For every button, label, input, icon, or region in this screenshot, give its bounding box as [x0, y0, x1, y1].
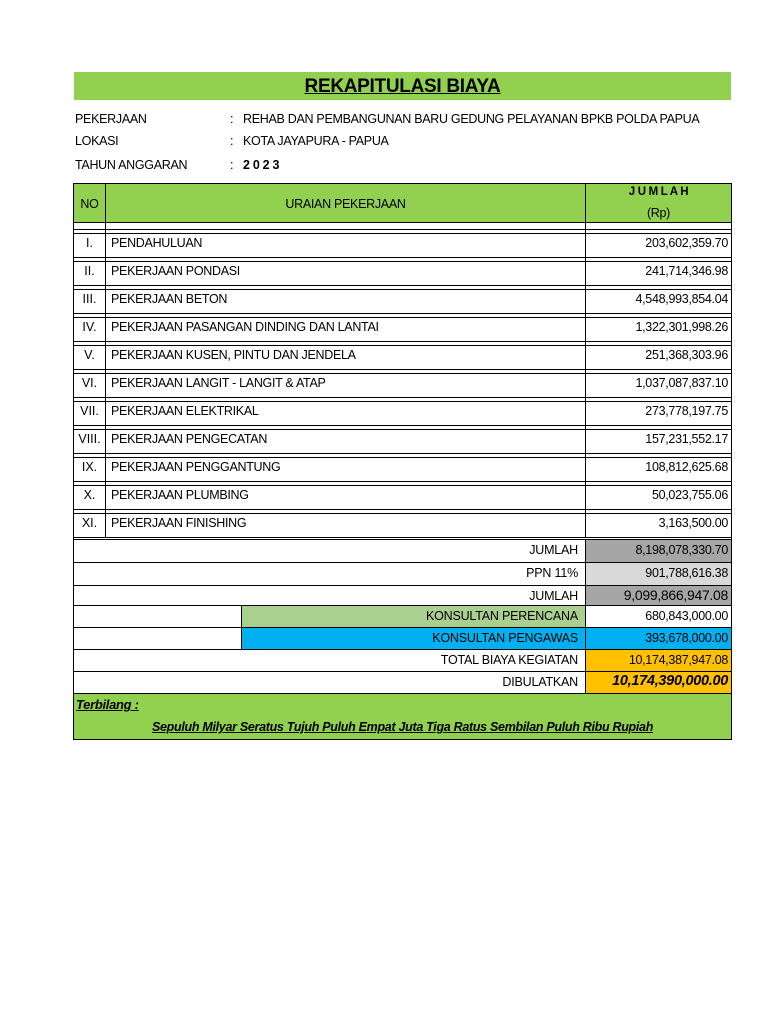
- row-separator: [73, 373, 732, 374]
- summary-value: 10,174,390,000.00: [612, 673, 728, 689]
- info-label-pekerjaan: PEKERJAAN: [75, 112, 147, 126]
- info-value-pekerjaan: REHAB DAN PEMBANGUNAN BARU GEDUNG PELAYANAN BPKB POLDA PAPUA: [243, 112, 700, 126]
- table-row-no: VII.: [80, 404, 99, 418]
- header-uraian: URAIAN PEKERJAAN: [285, 197, 406, 211]
- table-row-no: VI.: [81, 376, 98, 390]
- summary-value: 901,788,616.38: [645, 566, 728, 580]
- table-row-desc: PEKERJAAN KUSEN, PINTU DAN JENDELA: [111, 348, 356, 362]
- table-row-desc: PEKERJAAN BETON: [111, 292, 228, 306]
- row-separator: [73, 401, 732, 402]
- summary-label: PPN 11%: [526, 566, 578, 580]
- table-row-desc: PEKERJAAN PONDASI: [111, 264, 240, 278]
- info-value-lokasi: KOTA JAYAPURA - PAPUA: [243, 134, 389, 148]
- table-row-no: I.: [86, 236, 93, 250]
- table-row-no: II.: [84, 264, 95, 278]
- table-row-desc: PEKERJAAN PENGECATAN: [111, 432, 268, 446]
- table-row-no: XI.: [81, 516, 98, 530]
- terbilang-text: Sepuluh Milyar Seratus Tujuh Puluh Empat Juta Tiga Ratus Sembilan Puluh Ribu Rupiah: [151, 720, 654, 734]
- table-row-value: 1,037,087,837.10: [635, 376, 728, 390]
- page-title: REKAPITULASI BIAYA: [304, 76, 501, 97]
- table-row-desc: PEKERJAAN PLUMBING: [111, 488, 249, 502]
- info-value-tahun: 2 0 2 3: [243, 158, 280, 172]
- summary-value: 9,099,866,947.08: [623, 587, 728, 603]
- summary-value: 10,174,387,947.08: [628, 653, 728, 667]
- row-separator: [73, 317, 732, 318]
- table-row-desc: PEKERJAAN ELEKTRIKAL: [111, 404, 259, 418]
- summary-label: DIBULATKAN: [502, 675, 578, 689]
- info-label-lokasi: LOKASI: [75, 134, 119, 148]
- row-separator: [73, 457, 732, 458]
- summary-value: 8,198,078,330.70: [635, 543, 728, 557]
- table-row-value: 50,023,755.06: [651, 488, 728, 502]
- row-separator: [73, 233, 732, 234]
- row-separator: [73, 513, 732, 514]
- row-separator: [73, 261, 732, 262]
- table-row-value: 273,778,197.75: [645, 404, 728, 418]
- header-jumlah: J U M L A H: [628, 186, 689, 198]
- table-row-value: 241,714,346.98: [645, 264, 728, 278]
- table-row-value: 1,322,301,998.26: [635, 320, 728, 334]
- table-row-desc: PEKERJAAN PENGGANTUNG: [111, 460, 281, 474]
- summary-value: 393,678,000.00: [645, 631, 728, 645]
- table-row-no: X.: [83, 488, 96, 502]
- summary-label: KONSULTAN PERENCANA: [425, 609, 578, 623]
- info-colon: :: [230, 112, 234, 126]
- info-label-tahun: TAHUN ANGGARAN: [75, 158, 188, 172]
- table-row-no: V.: [84, 348, 95, 362]
- summary-label: KONSULTAN PENGAWAS: [432, 631, 578, 645]
- row-separator: [73, 345, 732, 346]
- table-row-value: 108,812,625.68: [645, 460, 728, 474]
- info-colon: :: [230, 158, 234, 172]
- table-row-desc: PENDAHULUAN: [111, 236, 203, 250]
- table-row-desc: PEKERJAAN PASANGAN DINDING DAN LANTAI: [111, 320, 379, 334]
- header-no: NO: [80, 197, 99, 211]
- header-unit: (Rp): [646, 206, 671, 220]
- summary-label: JUMLAH: [529, 543, 578, 557]
- table-row-desc: PEKERJAAN LANGIT - LANGIT & ATAP: [111, 376, 326, 390]
- terbilang-label: Terbilang :: [76, 697, 139, 712]
- table-row-value: 157,231,552.17: [645, 432, 728, 446]
- table-row-value: 3,163,500.00: [658, 516, 728, 530]
- row-separator: [73, 485, 732, 486]
- row-separator: [73, 289, 732, 290]
- summary-label: TOTAL BIAYA KEGIATAN: [440, 653, 578, 667]
- table-row-value: 4,548,993,854.04: [635, 292, 728, 306]
- table-row-no: III.: [82, 292, 97, 306]
- summary-label: JUMLAH: [529, 589, 578, 603]
- row-separator: [73, 429, 732, 430]
- table-row-desc: PEKERJAAN FINISHING: [111, 516, 247, 530]
- table-row-no: IV.: [82, 320, 97, 334]
- table-row-value: 251,368,303.96: [645, 348, 728, 362]
- table-row-no: IX.: [81, 460, 98, 474]
- summary-value: 680,843,000.00: [645, 609, 728, 623]
- table-row-no: VIII.: [78, 432, 101, 446]
- info-colon: :: [230, 134, 234, 148]
- table-row-value: 203,602,359.70: [645, 236, 728, 250]
